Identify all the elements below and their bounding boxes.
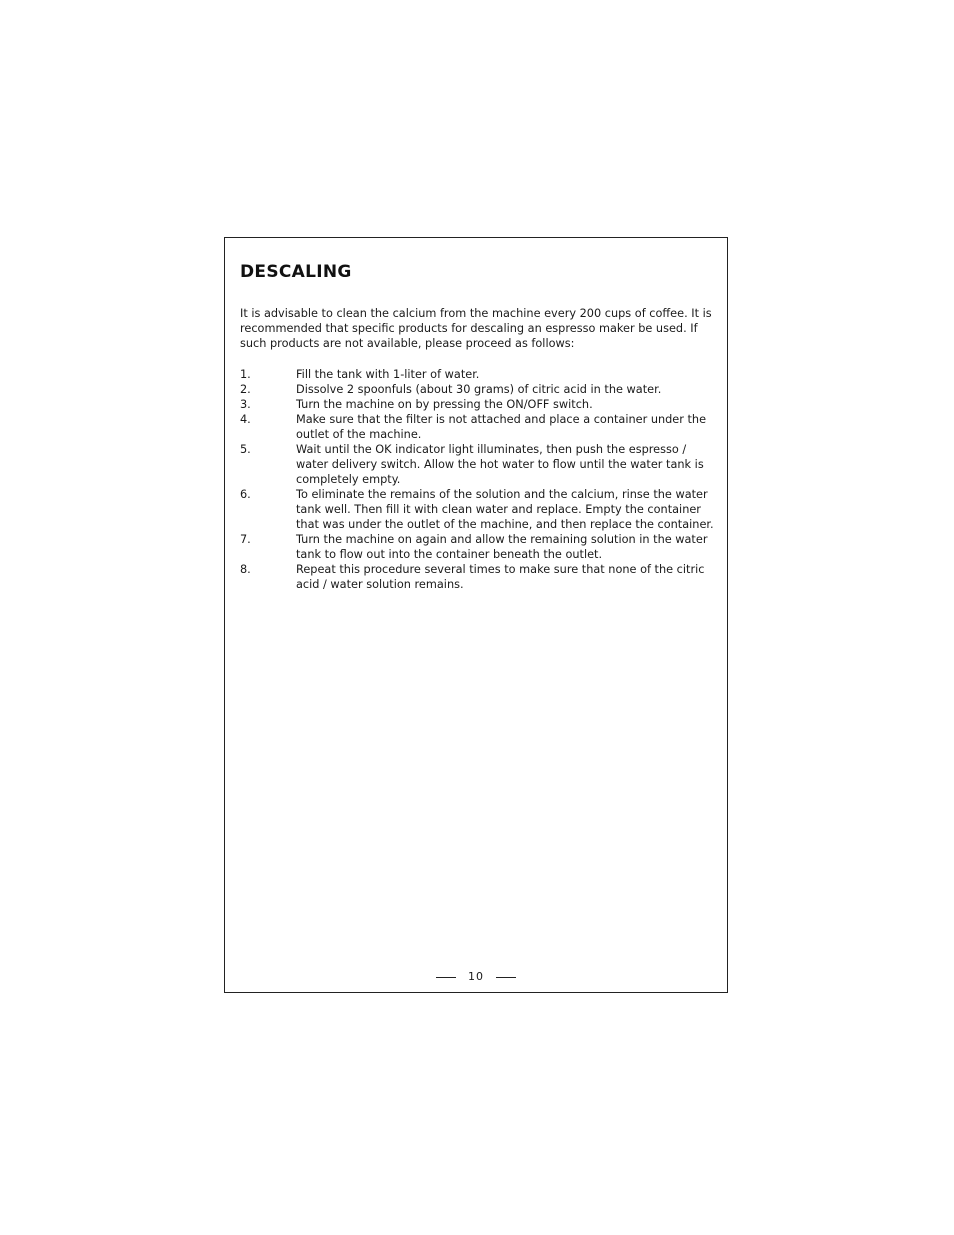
step-number: 1. [240,368,251,381]
step-item [240,442,714,487]
step-number: 3. [240,398,251,411]
step-number: 2. [240,383,251,396]
step-number: 4. [240,413,251,426]
step-text: Wait until the OK indicator light illuminates, then push the espresso / water delivery switch. Allow the hot water to flow until the water tank is completely empty. [296,443,704,486]
step-number: 8. [240,563,251,576]
step-text: Turn the machine on by pressing the ON/OFF switch. [296,398,593,411]
section-title: DESCALING [240,262,352,282]
step-text: Repeat this procedure several times to make sure that none of the citric acid / water solution remains. [296,563,705,591]
step-item [240,487,714,532]
page-footer [225,970,727,984]
page-number: 10 [468,970,484,983]
step-number: 5. [240,443,251,456]
step-number: 7. [240,533,251,546]
step-item [240,412,714,442]
step-item [240,532,714,562]
step-text: Make sure that the filter is not attached and place a container under the outlet of the machine. [296,413,707,441]
page-frame [224,237,728,993]
step-item [240,397,714,412]
step-item [240,562,714,592]
footer-rule-right [496,977,516,978]
step-item [240,382,714,397]
descaling-steps-list [240,367,714,592]
footer-rule-left [436,977,456,978]
step-text: To eliminate the remains of the solution and the calcium, rinse the water tank well. Then fill it with clean water and replace. Empty the container that was under the outlet of the machine, and then replace the container. [296,488,714,531]
step-text: Turn the machine on again and allow the remaining solution in the water tank to flow out into the container beneath the outlet. [296,533,708,561]
step-text: Dissolve 2 spoonfuls (about 30 grams) of citric acid in the water. [296,383,662,396]
step-item [240,367,714,382]
step-number: 6. [240,488,251,501]
intro-paragraph: It is advisable to clean the calcium from the machine every 200 cups of coffee. It is recommended that specific products for descaling an espresso maker be used. If such products are not available, please proceed as follows: [240,307,712,350]
step-text: Fill the tank with 1-liter of water. [296,368,480,381]
